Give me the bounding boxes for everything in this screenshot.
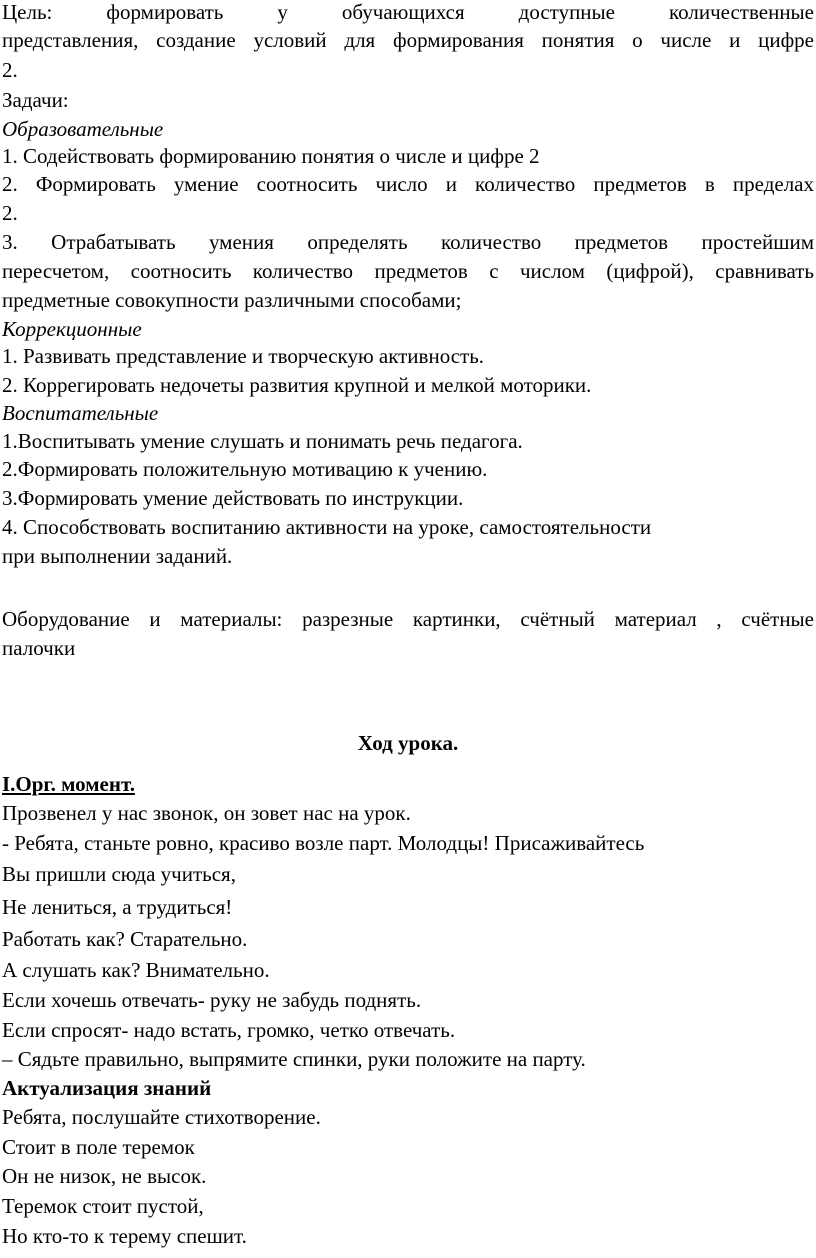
org-moment-line-5: Работать как? Старательно. bbox=[2, 927, 248, 951]
upbringing-item-4: 4. Способствовать воспитанию активности на уроке, самостоятельности bbox=[2, 515, 652, 539]
org-moment-heading: I.Орг. момент. bbox=[2, 772, 135, 796]
knowledge-line-2: Стоит в поле теремок bbox=[2, 1135, 195, 1159]
equipment-line-2: палочки bbox=[2, 636, 76, 660]
knowledge-heading: Актуализация знаний bbox=[2, 1076, 212, 1100]
goal-line-2: представления, создание условий для формирования понятия о числе и цифре bbox=[2, 28, 814, 52]
educational-item-2-cont: 2. bbox=[2, 201, 18, 225]
upbringing-item-1: 1.Воспитывать умение слушать и понимать речь педагога. bbox=[2, 429, 523, 453]
educational-item-1: 1. Содействовать формированию понятия о числе и цифре 2 bbox=[2, 144, 540, 168]
equipment-line-1: Оборудование и материалы: разрезные картинки, счётный материал , счётные bbox=[2, 607, 814, 631]
org-moment-line-3: Вы пришли сюда учиться, bbox=[2, 862, 236, 886]
knowledge-line-4: Теремок стоит пустой, bbox=[2, 1194, 204, 1218]
knowledge-line-1: Ребята, послушайте стихотворение. bbox=[2, 1105, 321, 1129]
correctional-heading: Коррекционные bbox=[2, 317, 142, 341]
upbringing-item-2: 2.Формировать положительную мотивацию к учению. bbox=[2, 457, 488, 481]
org-moment-line-7: Если хочешь отвечать- руку не забудь поднять. bbox=[2, 988, 422, 1012]
educational-item-3-cont-2: предметные совокупности различными способами; bbox=[2, 288, 462, 312]
goal-line-1: Цель: формировать у обучающихся доступные количественные bbox=[2, 0, 814, 24]
org-moment-line-9: – Сядьте правильно, выпрямите спинки, руки положите на парту. bbox=[2, 1047, 586, 1071]
lesson-title: Ход урока. bbox=[357, 731, 459, 755]
knowledge-line-5: Но кто-то к терему спешит. bbox=[2, 1224, 247, 1248]
educational-item-3-cont-1: пересчетом, соотносить количество предметов с числом (цифрой), сравнивать bbox=[2, 259, 814, 283]
org-moment-line-1: Прозвенел у нас звонок, он зовет нас на урок. bbox=[2, 801, 411, 825]
upbringing-item-4-cont: при выполнении заданий. bbox=[2, 544, 233, 568]
upbringing-item-3: 3.Формировать умение действовать по инструкции. bbox=[2, 486, 464, 510]
org-moment-line-6: А слушать как? Внимательно. bbox=[2, 958, 270, 982]
educational-item-3: 3. Отрабатывать умения определять количество предметов простейшим bbox=[2, 230, 814, 254]
educational-item-2: 2. Формировать умение соотносить число и количество предметов в пределах bbox=[2, 172, 814, 196]
tasks-heading: Задачи: bbox=[2, 88, 69, 112]
org-moment-line-8: Если спросят- надо встать, громко, четко отвечать. bbox=[2, 1018, 456, 1042]
correctional-item-2: 2. Коррегировать недочеты развития крупной и мелкой моторики. bbox=[2, 373, 592, 397]
correctional-item-1: 1. Развивать представление и творческую активность. bbox=[2, 344, 485, 368]
educational-heading: Образовательные bbox=[2, 117, 164, 141]
goal-line-3: 2. bbox=[2, 58, 18, 82]
upbringing-heading: Воспитательные bbox=[2, 401, 159, 425]
org-moment-line-4: Не лениться, а трудиться! bbox=[2, 895, 233, 919]
knowledge-line-3: Он не низок, не высок. bbox=[2, 1164, 207, 1188]
org-moment-line-2: - Ребята, станьте ровно, красиво возле парт. Молодцы! Присаживайтесь bbox=[2, 831, 645, 855]
